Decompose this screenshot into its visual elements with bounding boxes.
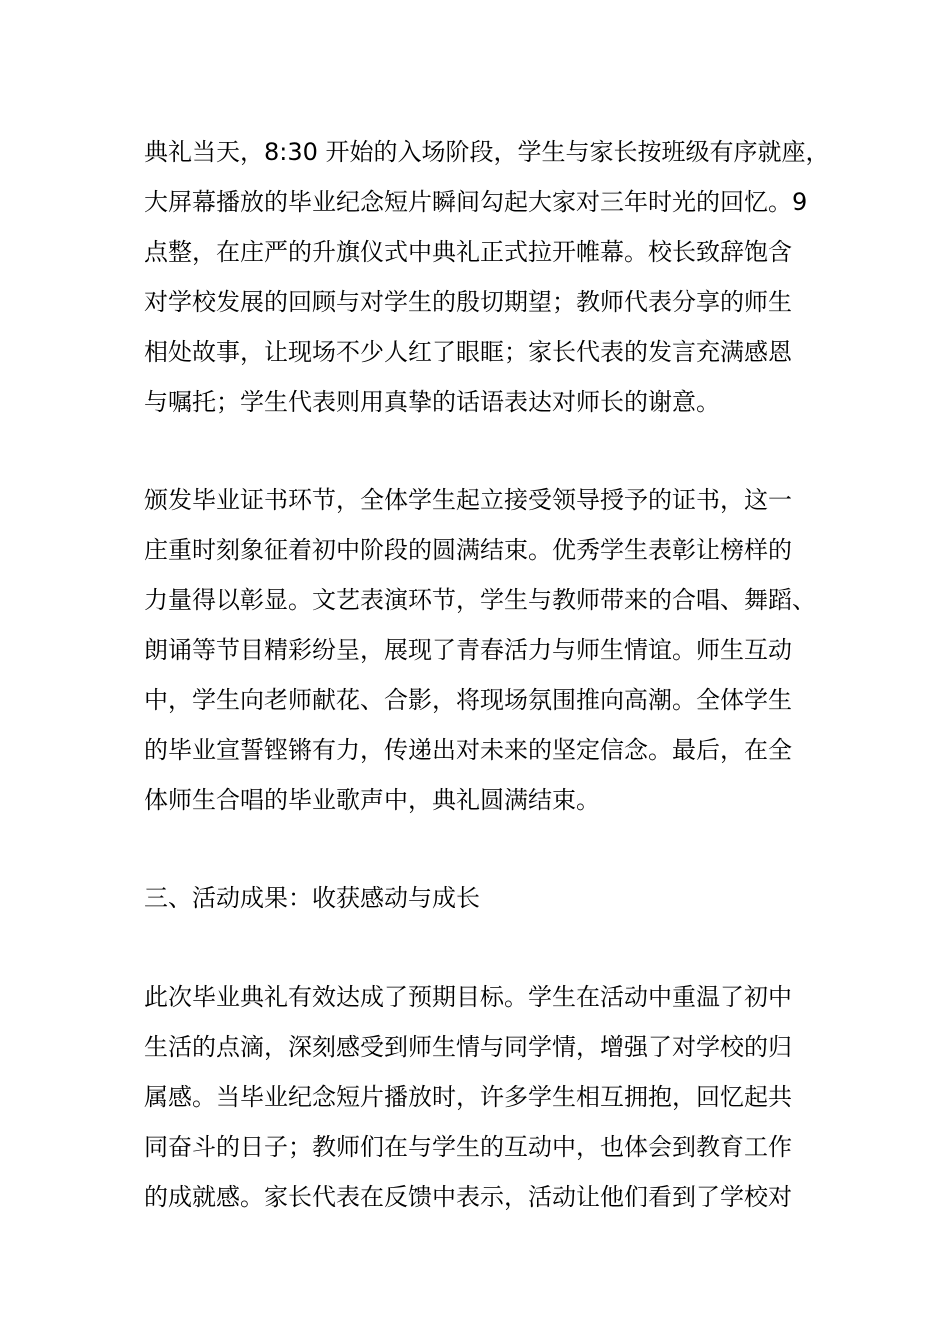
paragraph-3-line-3: 属感。当毕业纪念短片播放时，许多学生相互拥抱，回忆起共: [144, 1083, 792, 1111]
paragraph-2-line-6: 的毕业宣誓铿锵有力，传递出对未来的坚定信念。最后，在全: [144, 736, 792, 764]
paragraph-3-line-1: 此次毕业典礼有效达成了预期目标。学生在活动中重温了初中: [144, 983, 792, 1011]
paragraph-1-line-1: 典礼当天，8:30 开始的入场阶段，学生与家长按班级有序就座，: [144, 138, 830, 166]
paragraph-2-line-5: 中，学生向老师献花、合影，将现场氛围推向高潮。全体学生: [144, 686, 792, 714]
section-heading: 三、活动成果：收获感动与成长: [144, 884, 480, 912]
paragraph-2-line-7: 体师生合唱的毕业歌声中，典礼圆满结束。: [144, 786, 600, 814]
paragraph-1-line-6: 与嘱托；学生代表则用真挚的话语表达对师长的谢意。: [144, 388, 720, 416]
paragraph-2-line-1: 颁发毕业证书环节，全体学生起立接受领导授予的证书，这一: [144, 486, 792, 514]
paragraph-2-line-4: 朗诵等节目精彩纷呈，展现了青春活力与师生情谊。师生互动: [144, 636, 792, 664]
paragraph-3-line-4: 同奋斗的日子；教师们在与学生的互动中，也体会到教育工作: [144, 1133, 792, 1161]
paragraph-1-line-4: 对学校发展的回顾与对学生的殷切期望；教师代表分享的师生: [144, 288, 792, 316]
paragraph-1-line-3: 点整，在庄严的升旗仪式中典礼正式拉开帷幕。校长致辞饱含: [144, 238, 792, 266]
paragraph-2-line-3: 力量得以彰显。文艺表演环节，学生与教师带来的合唱、舞蹈、: [144, 586, 816, 614]
paragraph-2-line-2: 庄重时刻象征着初中阶段的圆满结束。优秀学生表彰让榜样的: [144, 536, 792, 564]
paragraph-3-line-5: 的成就感。家长代表在反馈中表示，活动让他们看到了学校对: [144, 1183, 792, 1211]
paragraph-3-line-2: 生活的点滴，深刻感受到师生情与同学情，增强了对学校的归: [144, 1033, 792, 1061]
paragraph-1-line-5: 相处故事，让现场不少人红了眼眶；家长代表的发言充满感恩: [144, 338, 792, 366]
paragraph-1-line-2: 大屏幕播放的毕业纪念短片瞬间勾起大家对三年时光的回忆。9: [144, 188, 808, 216]
